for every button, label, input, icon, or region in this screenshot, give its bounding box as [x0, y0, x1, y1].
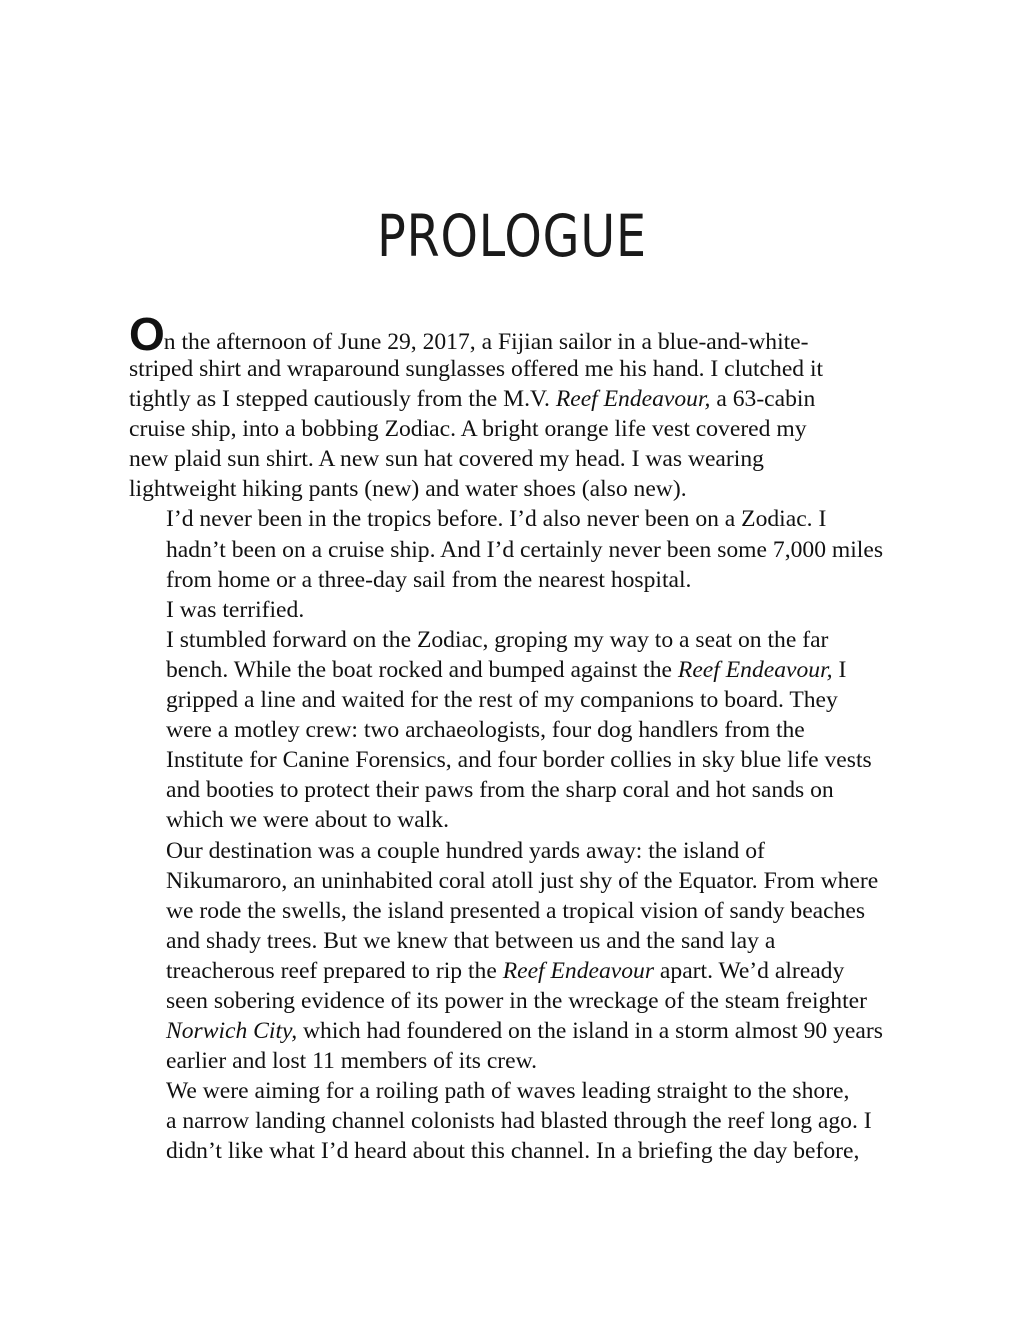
text-line: [129, 715, 904, 745]
text-segment: I: [832, 656, 847, 683]
text-line: [129, 414, 904, 444]
paragraph: [129, 595, 904, 625]
text-segment: new plaid sun shirt. A new sun hat covered my head. I was wearing: [129, 446, 764, 473]
paragraph: [129, 836, 904, 1077]
text-line: [129, 1016, 904, 1046]
text-segment: I stumbled forward on the Zodiac, groping my way to a seat on the far: [166, 626, 829, 653]
text-line: [129, 986, 904, 1016]
text-segment: tightly as I stepped cautiously from the M.V.: [129, 386, 556, 413]
page-title: PROLOGUE: [377, 201, 647, 270]
text-line: [129, 805, 904, 835]
text-line: [129, 384, 904, 414]
text-segment: lightweight hiking pants (new) and water shoes (also new).: [129, 476, 687, 503]
paragraph: [129, 504, 904, 594]
text-line: [129, 1046, 904, 1076]
text-segment: striped shirt and wraparound sunglasses offered me his hand. I clutched it: [129, 356, 824, 382]
text-segment: n the afternoon of June 29, 2017, a Fijian sailor in a blue-and-white-: [163, 329, 809, 355]
text-line: [129, 535, 904, 565]
paragraph: [129, 310, 904, 504]
text-segment: Institute for Canine Forensics, and four border collies in sky blue life vests: [166, 747, 872, 774]
text-segment: a 63-cabin: [710, 386, 816, 413]
text-line: [129, 836, 904, 866]
text-segment: treacherous reef prepared to rip the: [166, 957, 503, 984]
paragraph: [129, 1076, 904, 1166]
text-line: [129, 926, 904, 956]
text-segment: apart. We’d already: [654, 957, 845, 984]
text-segment: from home or a three-day sail from the nearest hospital.: [166, 566, 692, 593]
text-line: [129, 956, 904, 986]
drop-cap: O: [129, 308, 164, 360]
body-text: [129, 310, 904, 1167]
text-segment: which we were about to walk.: [166, 807, 450, 834]
text-segment: a narrow landing channel colonists had blasted through the reef long ago. I: [166, 1108, 872, 1135]
text-segment: cruise ship, into a bobbing Zodiac. A bright orange life vest covered my: [129, 416, 807, 443]
text-line: [129, 504, 904, 534]
text-segment: and shady trees. But we knew that between us and the sand lay a: [166, 927, 776, 954]
text-line: [129, 896, 904, 926]
text-line: [129, 308, 904, 360]
text-segment: and booties to protect their paws from the sharp coral and hot sands on: [166, 777, 834, 804]
text-segment: didn’t like what I’d heard about this channel. In a briefing the day before,: [166, 1138, 860, 1165]
text-line: [129, 444, 904, 474]
text-segment: I was terrified.: [166, 596, 305, 623]
text-segment: We were aiming for a roiling path of waves leading straight to the shore,: [166, 1078, 850, 1105]
text-segment: we rode the swells, the island presented a tropical vision of sandy beaches: [166, 897, 866, 924]
text-segment: which had foundered on the island in a storm almost 90 years: [297, 1018, 883, 1045]
text-line: [129, 1136, 904, 1166]
text-line: [129, 354, 904, 384]
text-segment: gripped a line and waited for the rest of my companions to board. They: [166, 687, 838, 714]
text-line: [129, 595, 904, 625]
text-segment: bench. While the boat rocked and bumped against the: [166, 656, 678, 683]
paragraph: [129, 625, 904, 836]
italic-text: Norwich City,: [166, 1018, 298, 1045]
text-segment: Our destination was a couple hundred yards away: the island of: [166, 837, 765, 864]
text-line: [129, 474, 904, 504]
text-line: [129, 745, 904, 775]
text-line: [129, 565, 904, 595]
text-line: [129, 625, 904, 655]
text-line: [129, 655, 904, 685]
text-segment: I’d never been in the tropics before. I’d also never been on a Zodiac. I: [166, 506, 827, 533]
text-segment: Nikumaroro, an uninhabited coral atoll just shy of the Equator. From where: [166, 867, 879, 894]
text-line: [129, 866, 904, 896]
italic-text: Reef Endeavour: [502, 957, 655, 984]
text-segment: earlier and lost 11 members of its crew.: [166, 1048, 538, 1075]
text-segment: seen sobering evidence of its power in the wreckage of the steam freighter: [166, 987, 867, 1014]
text-line: [129, 1106, 904, 1136]
text-segment: hadn’t been on a cruise ship. And I’d certainly never been some 7,000 miles: [166, 536, 884, 563]
italic-text: Reef Endeavour,: [555, 386, 711, 413]
text-segment: were a motley crew: two archaeologists, four dog handlers from the: [166, 717, 805, 744]
text-line: [129, 775, 904, 805]
text-line: [129, 685, 904, 715]
italic-text: Reef Endeavour,: [677, 656, 833, 683]
text-line: [129, 1076, 904, 1106]
